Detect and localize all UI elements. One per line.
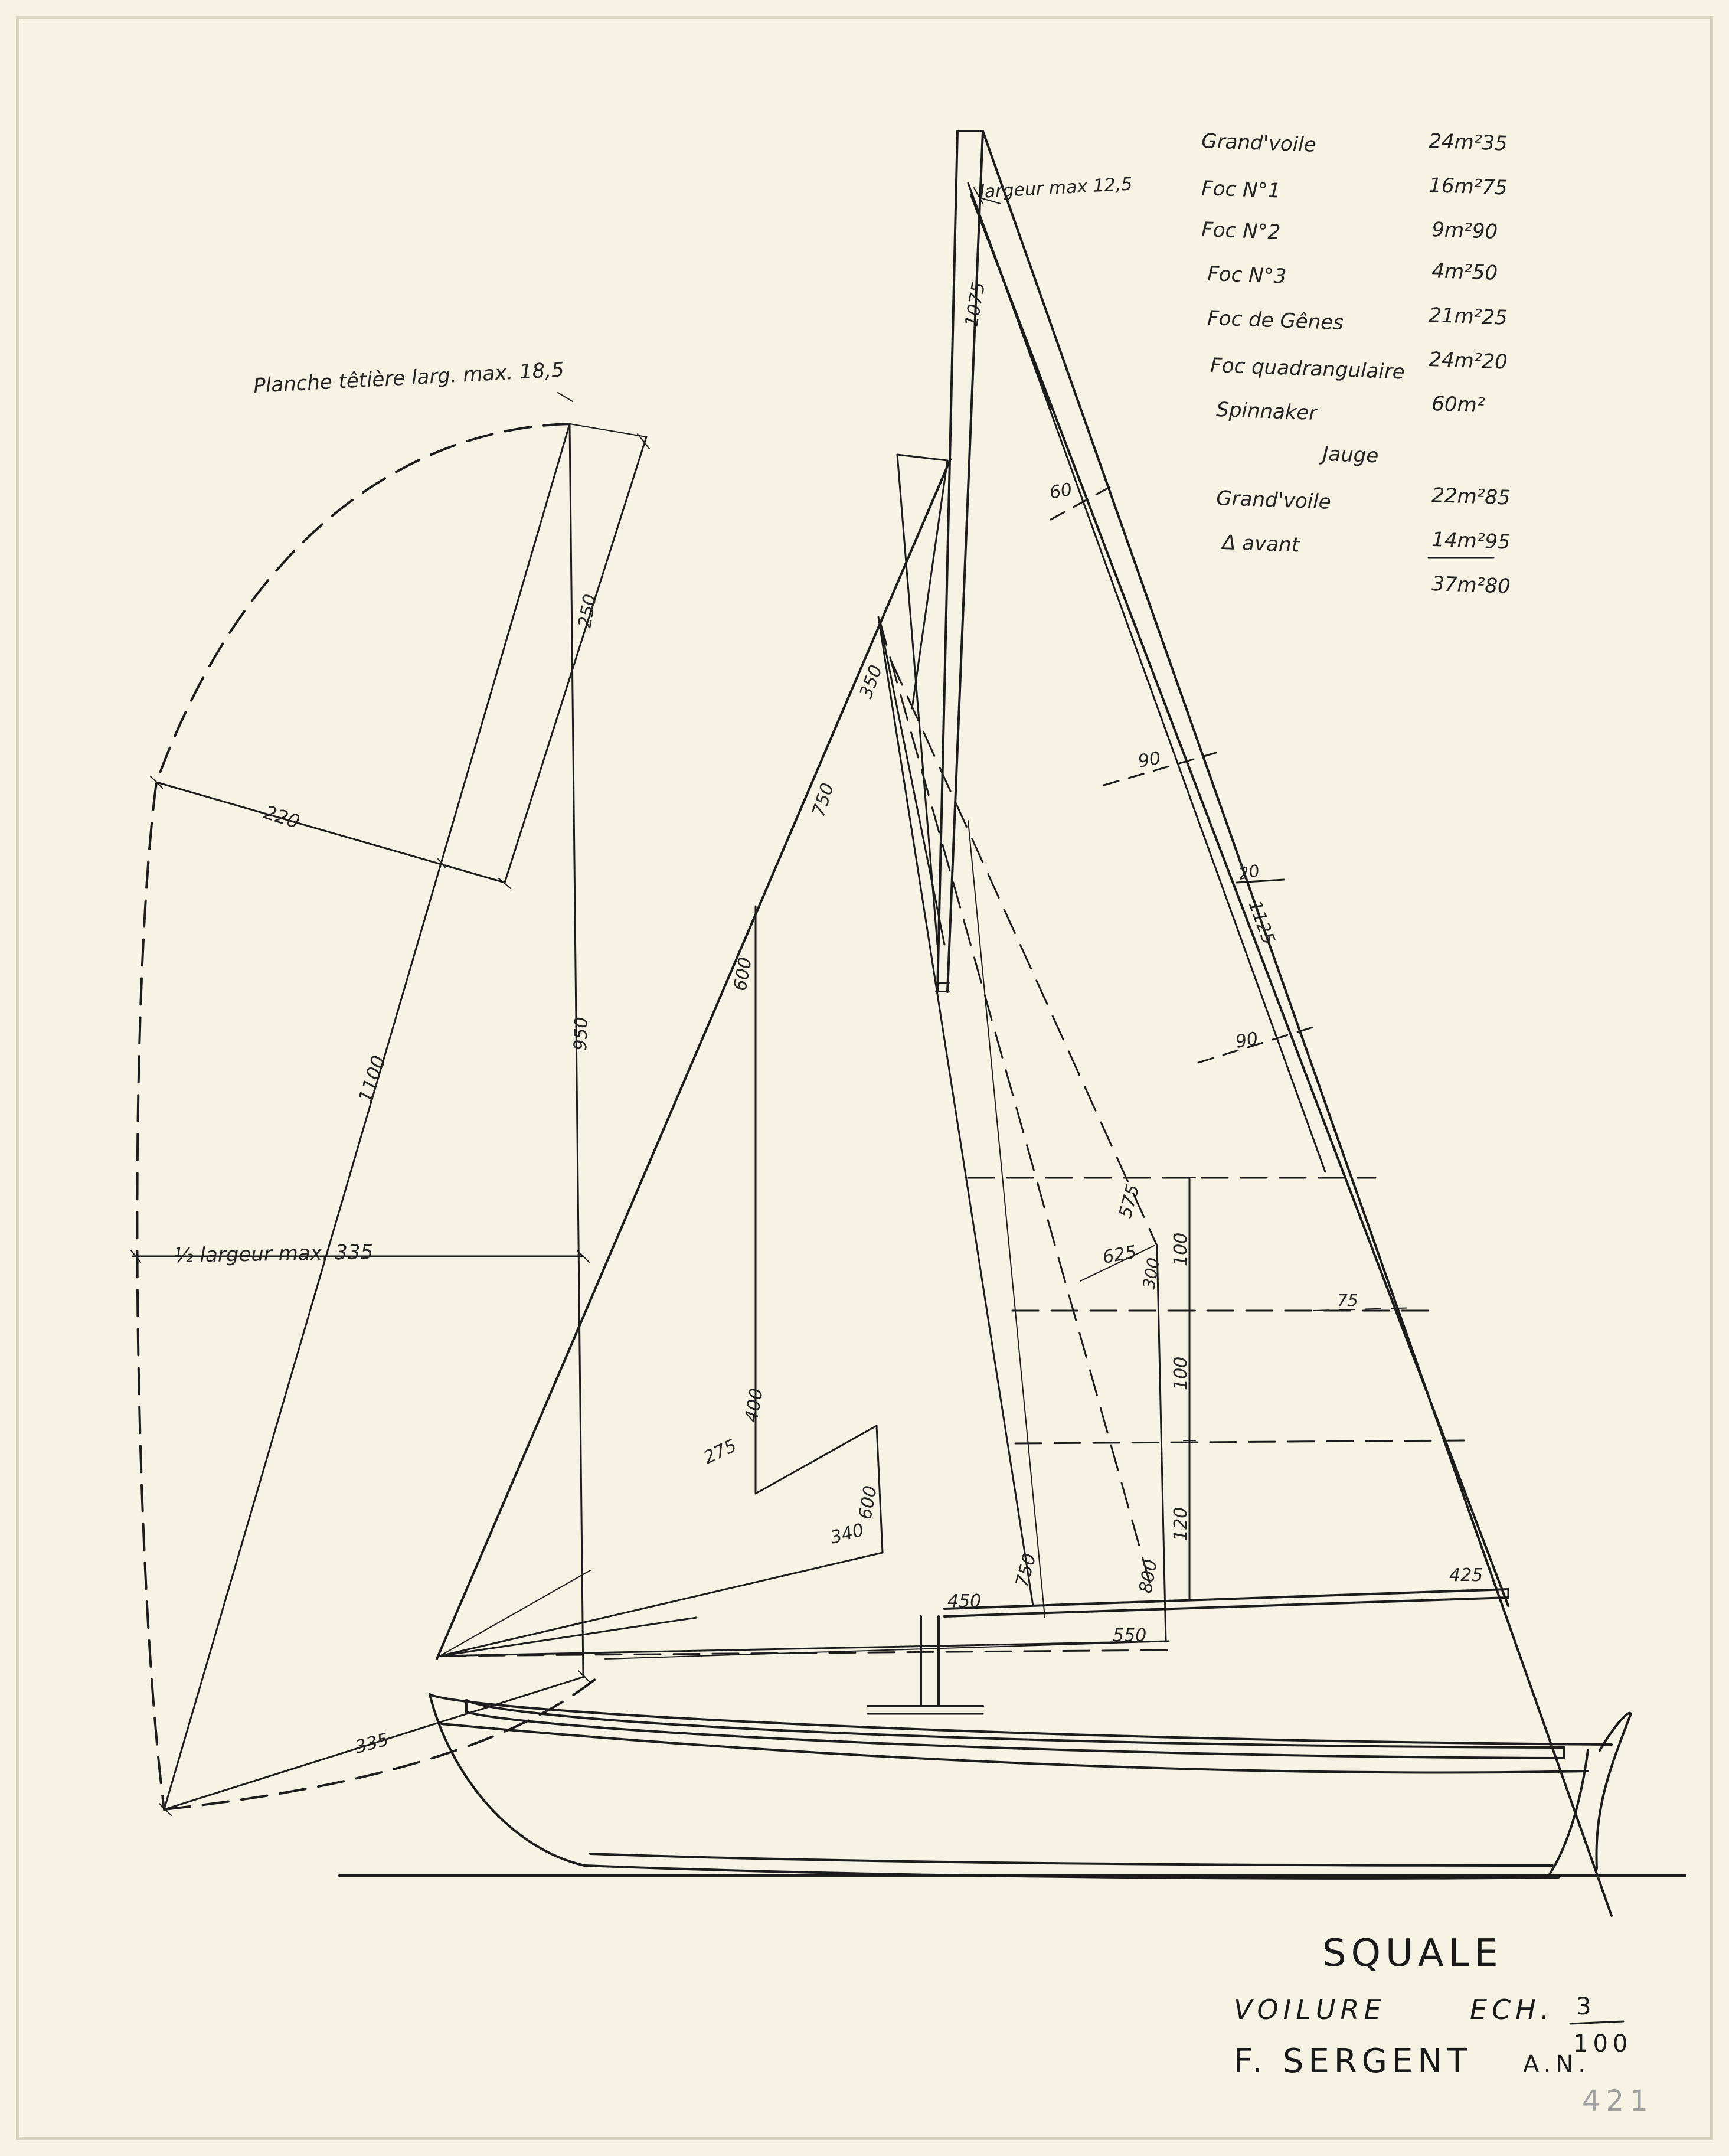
dim-335: 335 — [353, 1729, 391, 1758]
dim-100-lower: 100 — [1171, 1356, 1191, 1390]
dim-100-upper: 100 — [1171, 1232, 1191, 1266]
foot-lines — [440, 1618, 1172, 1656]
drawing-subject: VOILURE — [1234, 1994, 1386, 2026]
architect-name: F. SERGENT — [1234, 2042, 1472, 2080]
dim-750-genoa: 750 — [808, 780, 839, 819]
area-value-foc2: 9m²90 — [1431, 218, 1498, 244]
architect-suffix: A.N. — [1523, 2051, 1591, 2078]
dim-90-lower: 90 — [1234, 1028, 1260, 1053]
dim-20: 20 — [1237, 861, 1261, 884]
scale-fraction-bar — [1570, 2021, 1623, 2024]
dim-340: 340 — [828, 1520, 867, 1549]
dim-1100: 1100 — [354, 1053, 390, 1106]
dim-275: 275 — [700, 1435, 740, 1469]
dim-120: 120 — [1171, 1507, 1191, 1541]
dim-950: 950 — [570, 1016, 592, 1051]
jibs — [440, 617, 1169, 1659]
area-value-foc1: 16m²75 — [1428, 174, 1508, 200]
area-value-grandvoile: 24m²35 — [1428, 129, 1508, 156]
area-label-quadrangulaire: Foc quadrangulaire — [1210, 354, 1406, 384]
title-block — [1234, 1932, 1654, 2118]
area-label-foc1: Foc N°1 — [1201, 177, 1281, 203]
sheet-number: 421 — [1582, 2085, 1654, 2118]
dim-250: 250 — [574, 592, 601, 630]
jauge-heading: Jauge — [1322, 442, 1379, 468]
dim-350: 350 — [855, 662, 887, 701]
scale-numerator: 3 — [1576, 1993, 1596, 2020]
area-label-foc2: Foc N°2 — [1201, 218, 1281, 244]
sheet-border — [18, 18, 1711, 2138]
dim-75: 75 — [1337, 1291, 1358, 1310]
dim-600-luff: 600 — [730, 955, 756, 993]
dim-60: 60 — [1048, 479, 1074, 504]
jauge-total: 37m²80 — [1431, 572, 1511, 599]
jauge-value-avant: 14m²95 — [1431, 528, 1511, 554]
dim-400: 400 — [741, 1386, 767, 1424]
dim-300: 300 — [1139, 1256, 1164, 1291]
dim-550: 550 — [1113, 1625, 1147, 1646]
dim-220: 220 — [261, 801, 303, 834]
area-value-genes: 21m²25 — [1428, 303, 1508, 330]
headboard-label: Planche têtière larg. max. 18,5 — [253, 358, 565, 398]
dim-800: 800 — [1135, 1557, 1162, 1595]
area-label-grandvoile: Grand'voile — [1201, 129, 1317, 157]
dim-90-upper: 90 — [1136, 747, 1162, 772]
dim-425: 425 — [1449, 1565, 1483, 1586]
dim-750-jib: 750 — [1011, 1551, 1041, 1590]
boat-name-title: SQUALE — [1322, 1932, 1503, 1975]
dim-575: 575 — [1114, 1182, 1144, 1221]
dim-625: 625 — [1101, 1242, 1138, 1268]
sail-area-table — [1201, 129, 1511, 599]
scale-denominator: 100 — [1573, 2030, 1633, 2057]
dim-450: 450 — [947, 1591, 982, 1612]
scale-label: ECH. — [1470, 1994, 1554, 2026]
dim-600-leech: 600 — [855, 1484, 881, 1521]
area-label-spinnaker: Spinnaker — [1215, 398, 1318, 425]
masthead-width-label: largeur max 12,5 — [979, 174, 1133, 202]
jauge-label-avant: Δ avant — [1221, 531, 1300, 557]
dim-1125: 1125 — [1244, 897, 1279, 948]
area-value-spinnaker: 60m² — [1431, 392, 1486, 418]
genoa-jib — [437, 459, 950, 1659]
area-value-quadrangulaire: 24m²20 — [1428, 348, 1508, 374]
half-width-label: ½ largeur max. 335 — [174, 1240, 374, 1268]
area-label-genes: Foc de Gênes — [1207, 306, 1344, 335]
area-value-foc3: 4m²50 — [1431, 259, 1498, 285]
spinnaker-outline — [131, 393, 649, 1815]
jauge-label-grandvoile: Grand'voile — [1215, 486, 1332, 514]
jauge-value-grandvoile: 22m²85 — [1431, 484, 1511, 510]
dim-1075: 1075 — [961, 280, 990, 329]
area-label-foc3: Foc N°3 — [1207, 262, 1287, 289]
